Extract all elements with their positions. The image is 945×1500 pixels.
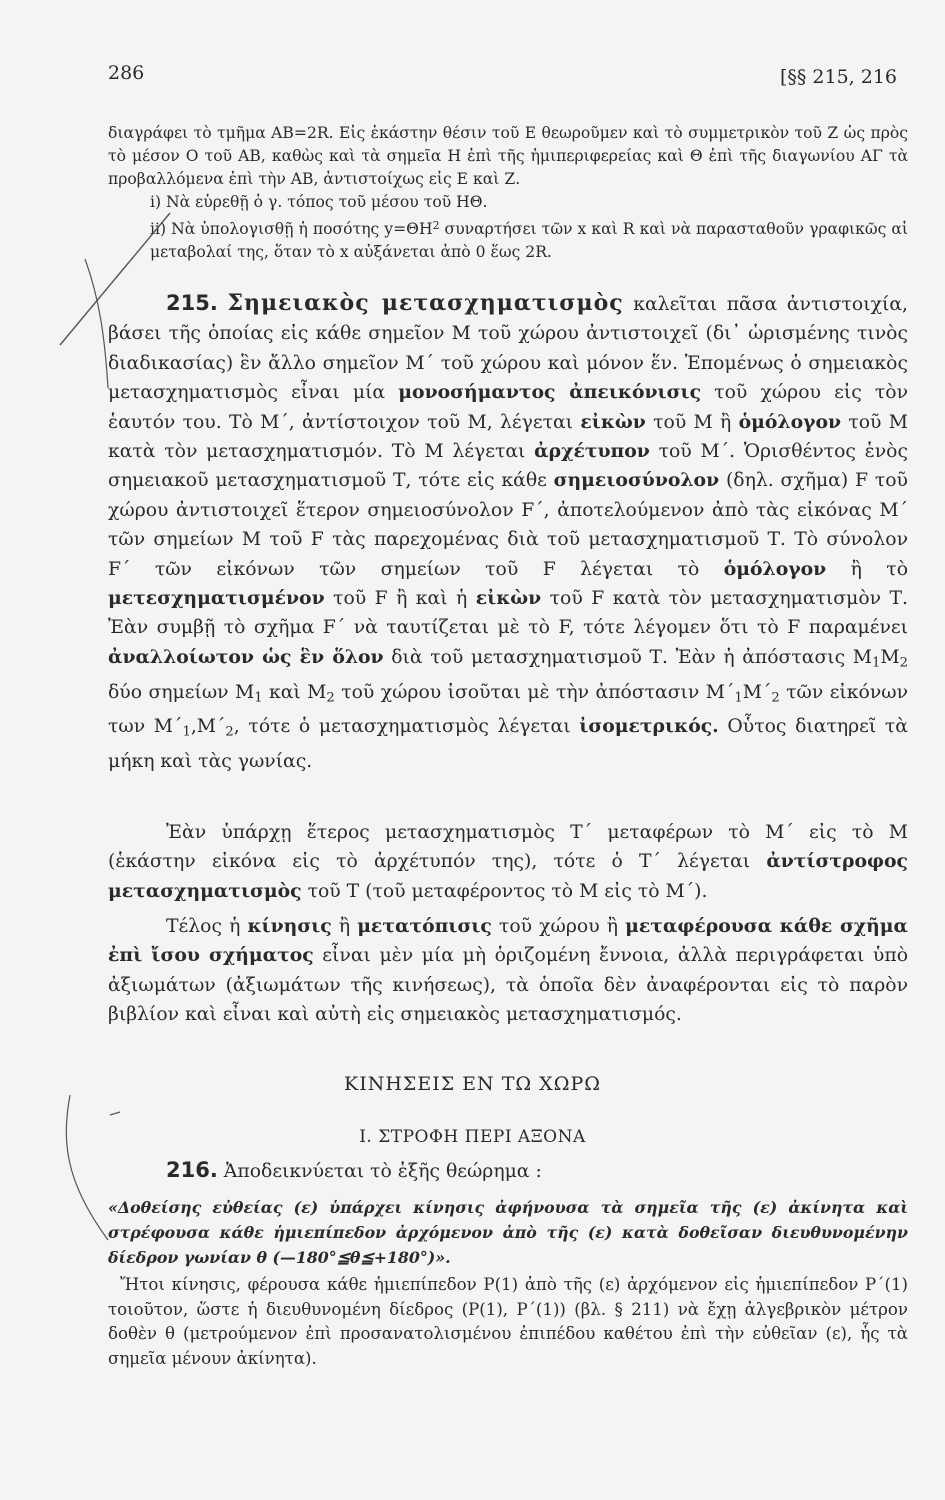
exercise-item-ii: ii) Νὰ ὑπολογισθῇ ἡ ποσότης $y=\Theta H^2$ συναρτήσει τῶν x καὶ R καὶ νὰ παρασταθοῦν γραφικῶς αἱ μεταβολαί της, ὅταν τὸ x αὐξάνεται ἀπὸ 0 ἕως 2R. [150,219,908,261]
exercise-item-i: i) Νὰ εὑρεθῇ ὁ γ. τόπος τοῦ μέσου τοῦ ΗΘ. [150,193,488,211]
section-title: Σημειακὸς μετασχηματισμὸς [227,290,624,316]
exercise-block [108,122,908,264]
section-number: 215. [166,291,218,315]
chapter-heading: ΚΙΝΗΣΕΙΣ ΕΝ ΤΩ ΧΩΡΩ [344,1073,601,1095]
pencil-stroke [66,1095,108,1240]
pencil-stroke [85,259,108,388]
section-heading: Ι. ΣΤΡΟΦΗ ΠΕΡΙ ΑΞΟΝΑ [359,1127,586,1147]
section-216-intro: 216. Ἀποδεικνύεται τὸ ἑξῆς θεώρημα : [166,1158,542,1182]
paragraph-215-inverse: Ἐὰν ὑπάρχῃ ἕτερος μετασχηματισμὸς Τ΄ μεταφέρων τὸ Μ΄ εἰς τὸ Μ (ἑκάστην εἰκόνα εἰς τὸ ἀρχέτυπόν της), τότε ὁ Τ΄ λέγεται ἀντίστροφος μετασχηματισμὸς τοῦ Τ (τοῦ μεταφέροντος τὸ Μ εἰς τὸ Μ΄). [108,822,908,902]
page-number: 286 [108,62,145,84]
theorem-statement: «Δοθείσης εὐθείας (ε) ὑπάρχει κίνησις ἀφήνουσα τὰ σημεῖα τῆς (ε) ἀκίνητα καὶ στρέφουσα κάθε ἡμιεπίπεδον ἀρχόμενον ἀπὸ τῆς (ε) κατὰ δοθεῖσαν διευθυνομένην δίεδρον γωνίαν θ (—180°≦θ≦+180°)». [108,1198,908,1267]
exercise-intro: διαγράφει τὸ τμῆμα ΑΒ=2R. Εἰς ἑκάστην θέσιν τοῦ Ε θεωροῦμεν καὶ τὸ συμμετρικὸν τοῦ Ζ ὡς πρὸς τὸ μέσον Ο τοῦ ΑΒ, καθὼς καὶ τὰ σημεῖα Η ἐπὶ τῆς ἡμιπεριφερείας καὶ Θ ἐπὶ τῆς διαγωνίου ΑΓ τὰ προβαλλόμενα ἐπὶ τὴν ΑΒ, ἀντιστοίχως εἰς Ε καὶ Ζ. [108,124,908,188]
pencil-stroke [110,1112,120,1115]
theorem-explanation: Ἤτοι κίνησις, φέρουσα κάθε ἡμιεπίπεδον P(1) ἀπὸ τῆς (ε) ἀρχόμενον εἰς ἡμιεπίπεδον P΄(1) τοιοῦτον, ὥστε ἡ διευθυνομένη δίεδρος (P(1), P΄(1)) (βλ. § 211) νὰ ἔχῃ ἀλγεβρικὸν μέτρον δοθὲν θ (μετρούμενον ἐπὶ προσανατολισμένου ἐπιπέδου καθέτου ἐπὶ τὴν εὐθεῖαν (ε), ἧς τὰ σημεῖα μένουν ἀκίνητα). [108,1275,908,1368]
section-reference: [§§ 215, 216 [779,66,897,88]
section-215 [108,289,908,776]
section-216-number: 216. [166,1158,218,1182]
paragraph-215-motion: Τέλος ἡ κίνησις ἢ μετατόπισις τοῦ χώρου ἢ μεταφέρουσα κάθε σχῆμα ἐπὶ ἴσου σχήματος εἶναι μὲν μία μὴ ὁριζομένη ἔννοια, ἀλλὰ περιγράφεται ὑπὸ ἀξιωμάτων (ἀξιωμάτων τῆς κινήσεως), τὰ ὁποῖα δὲν ἀναφέρονται εἰς τὸ παρὸν βιβλίον καὶ εἶναι καὶ αὐτὴ εἰς σημειακὸς μετασχηματισμός. [108,915,908,1026]
paragraph-215-definition: 215. Σημειακὸς μετασχηματισμὸς καλεῖται πᾶσα ἀντιστοιχία, βάσει τῆς ὁποίας εἰς κάθε σημεῖον Μ τοῦ χώρου ἀντιστοιχεῖ (δι᾽ ὡρισμένης τινὸς διαδικασίας) ἓν ἄλλο σημεῖον Μ΄ τοῦ χώρου καὶ μόνον ἕν. Ἐπομένως ὁ σημειακὸς μετασχηματισμὸς εἶναι μία μονοσήμαντος ἀπεικόνισις τοῦ χώρου εἰς τὸν ἑαυτόν του. Τὸ Μ΄, ἀντίστοιχον τοῦ Μ, λέγεται εἰκὼν τοῦ Μ ἢ ὁμόλογον τοῦ Μ κατὰ τὸν μετασχηματισμόν. Τὸ Μ λέγεται ἀρχέτυπον τοῦ Μ΄. Ὁρισθέντος ἑνὸς σημειακοῦ μετασχηματισμοῦ Τ, τότε εἰς κάθε σημειοσύνολον (δηλ. σχῆμα) F τοῦ χώρου ἀντιστοιχεῖ ἕτερον σημειοσύνολον F΄, ἀποτελούμενον ἀπὸ τὰς εἰκόνας Μ΄ τῶν σημείων Μ τοῦ F τὰς παρεχομένας διὰ τοῦ μετασχηματισμοῦ Τ. Τὸ σύνολον F΄ τῶν εἰκόνων τῶν σημείων τοῦ F λέγεται τὸ ὁμόλογον ἢ τὸ μετεσχηματισμένον τοῦ F ἢ καὶ ἡ εἰκὼν τοῦ F κατὰ τὸν μετασχηματισμὸν Τ. Ἐὰν συμβῇ τὸ σχῆμα F΄ νὰ ταυτίζεται μὲ τὸ F, τότε λέγομεν ὅτι τὸ F παραμένει ἀναλλοίωτον ὡς ἓν ὅλον διὰ τοῦ μετασχηματισμοῦ Τ. Ἐὰν ἡ ἀπόστασις $M_1M_2$ δύο σημείων $M_1$ καὶ $M_2$ τοῦ χώρου ἰσοῦται μὲ τὴν ἀπόστασιν $M΄_1M΄_2$ τῶν εἰκόνων των $M΄_1,M΄_2$, τότε ὁ μετασχηματισμὸς λέγεται ἰσομετρικός. Οὗτος διατηρεῖ τὰ μήκη καὶ τὰς γωνίας. [108,290,909,772]
